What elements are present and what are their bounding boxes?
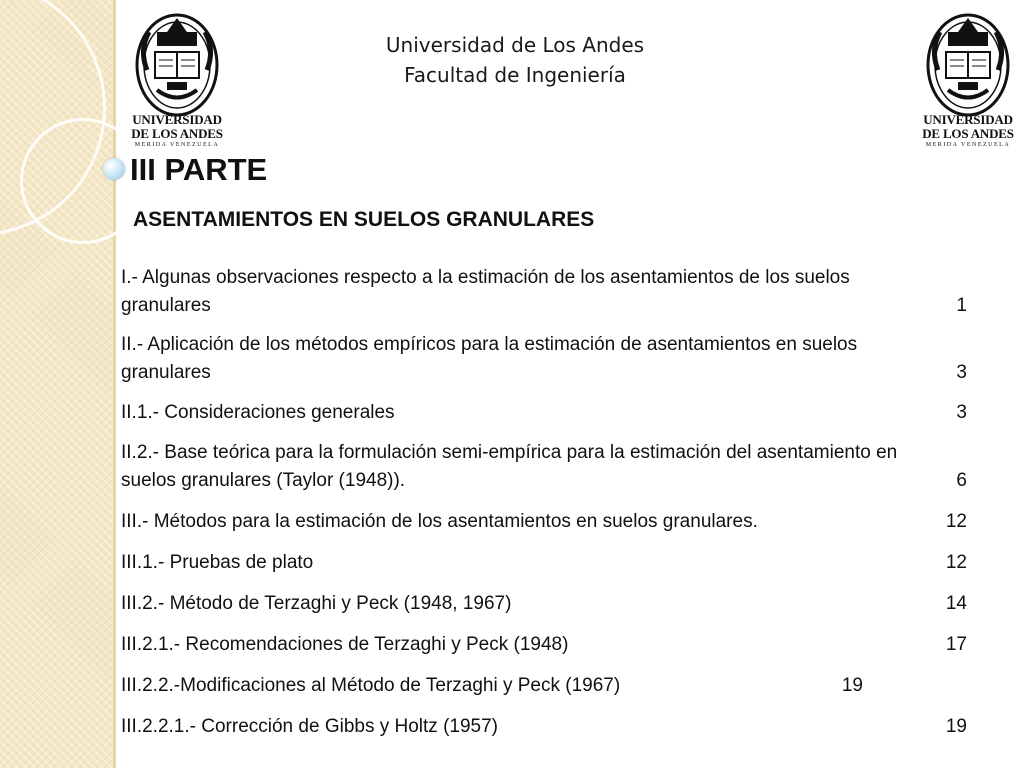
toc-entry-page: 6: [956, 470, 967, 491]
toc-entry: [121, 331, 967, 387]
toc-entry: [121, 439, 967, 495]
logo-text-de-los-andes: DE LOS ANDES: [922, 126, 1014, 141]
toc-entry: [121, 508, 967, 536]
page-header: [300, 30, 730, 90]
toc-entry-text: I.- Algunas observaciones respecto a la estimación de los asentamientos de los suelos granulares: [121, 267, 850, 316]
toc-entry-text: II.1.- Consideraciones generales: [121, 402, 395, 423]
toc-entry-page: 3: [956, 362, 967, 383]
university-logo-left: [127, 10, 227, 150]
university-seal-icon: [918, 10, 1018, 120]
logo-text-universidad: UNIVERSIDAD: [132, 112, 222, 127]
toc-entry-text: II.- Aplicación de los métodos empíricos para la estimación de asentamientos en suelos granulares: [121, 334, 858, 383]
university-seal-icon: [127, 10, 227, 120]
toc-entry-page: 14: [945, 593, 967, 614]
bullet-orb-icon: [103, 158, 125, 180]
side-band-edge: [113, 0, 116, 768]
toc-entry-text: III.2.- Método de Terzaghi y Peck (1948, 1967): [121, 593, 512, 614]
toc-entry-page: 19: [841, 675, 863, 696]
logo-text-universidad: UNIVERSIDAD: [923, 112, 1013, 127]
toc-entry-page: 12: [945, 552, 967, 573]
logo-text-merida: MERIDA VENEZUELA: [134, 142, 220, 148]
part-title: III PARTE: [130, 152, 268, 187]
toc-entry-page: 17: [945, 634, 967, 655]
toc-entry-page: 1: [956, 295, 967, 316]
toc-entry: [121, 399, 967, 427]
toc-entry-text: III.- Métodos para la estimación de los asentamientos en suelos granulares.: [121, 511, 758, 532]
toc-entry: [121, 713, 967, 741]
toc-entry-text: III.1.- Pruebas de plato: [121, 552, 314, 573]
toc-entry: [121, 264, 967, 320]
toc-entry-text: II.2.- Base teórica para la formulación semi-empírica para la estimación del asentamiento en suelos granulares (Taylor (1948)).: [121, 442, 898, 491]
logo-text-de-los-andes: DE LOS ANDES: [131, 126, 223, 141]
toc-entry-text: III.2.2.-Modificaciones al Método de Terzaghi y Peck (1967): [121, 675, 621, 696]
toc-entry-text: III.2.2.1.- Corrección de Gibbs y Holtz (1957): [121, 716, 498, 737]
toc-entry: [121, 590, 967, 618]
toc-entry: [121, 549, 967, 577]
toc-entry-page: 3: [956, 402, 967, 423]
faculty-name: Facultad de Ingeniería: [404, 63, 626, 87]
toc-entry-page: 12: [945, 511, 967, 532]
toc-entry-page: 19: [945, 716, 967, 737]
toc-entry-text: III.2.1.- Recomendaciones de Terzaghi y Peck (1948): [121, 634, 569, 655]
university-logo-right: [918, 10, 1018, 150]
toc-entry: [121, 672, 967, 700]
logo-text-merida: MERIDA VENEZUELA: [925, 142, 1011, 148]
section-title: ASENTAMIENTOS EN SUELOS GRANULARES: [133, 208, 595, 231]
university-name: Universidad de Los Andes: [385, 33, 645, 57]
toc-entry: [121, 631, 967, 659]
